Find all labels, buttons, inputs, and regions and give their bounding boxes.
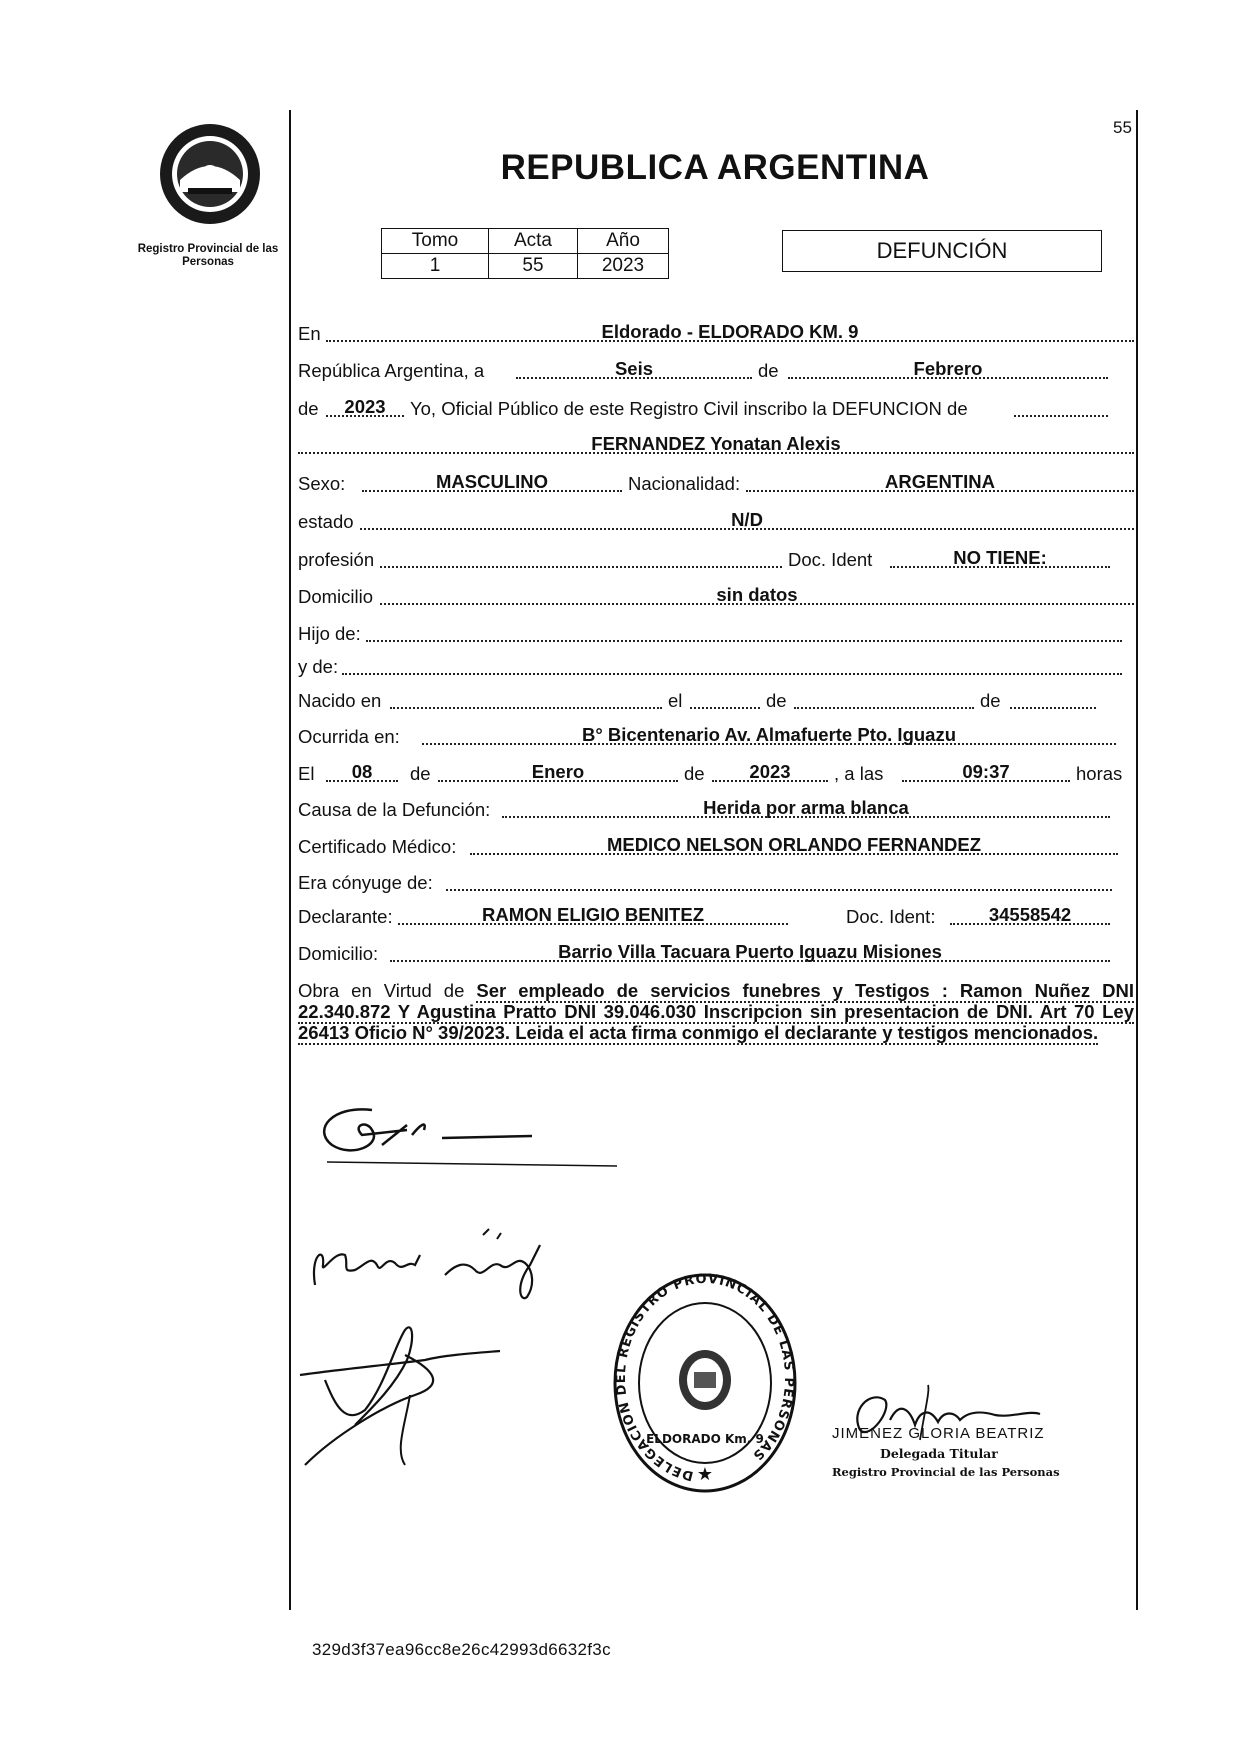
declarant-signature bbox=[312, 1090, 632, 1170]
alas-label: , a las bbox=[834, 763, 884, 784]
en-label: En bbox=[298, 323, 321, 344]
domicilio2-value: Barrio Villa Tacuara Puerto Iguazu Misiones bbox=[558, 941, 942, 962]
left-margin-line bbox=[289, 110, 291, 1610]
mes-value: Febrero bbox=[913, 358, 983, 379]
row-ocurrida bbox=[298, 726, 1136, 754]
row-domicilio-declarante bbox=[298, 943, 1136, 971]
stamp-inner-text: ELDORADO Km. 9 bbox=[646, 1432, 764, 1446]
declarante-doc-label: Doc. Ident: bbox=[846, 906, 936, 927]
republica-label: República Argentina, a bbox=[298, 360, 485, 381]
dotted-line bbox=[690, 707, 760, 709]
dotted-line bbox=[1010, 707, 1096, 709]
row-fecha-defuncion bbox=[298, 763, 1136, 791]
obra-label: Obra en Virtud de bbox=[298, 980, 465, 1001]
domicilio-value: sin datos bbox=[716, 584, 798, 605]
obra-text: Ser empleado de servicios funebres y Testigos : Ramon Nuñez DNI 22.340.872 Y Agustina Pratto DNI 39.046.030 Inscripcion sin presentacion de DNI. Art 70 Ley 26413 Oficio N° 39/2023. Leida el acta firma conmigo el declarante y testigos mencionados. bbox=[298, 980, 1134, 1043]
official-stamp bbox=[610, 1268, 800, 1498]
de-label: de bbox=[298, 398, 319, 419]
acta-table bbox=[381, 228, 669, 279]
province-seal-logo bbox=[158, 122, 262, 226]
row-yde bbox=[298, 656, 1136, 684]
ocurrida-label: Ocurrida en: bbox=[298, 726, 400, 747]
dotted-line bbox=[1014, 415, 1108, 417]
declarante-doc-value: 34558542 bbox=[988, 904, 1072, 925]
fecha-dia: 08 bbox=[351, 761, 373, 782]
el2-label: El bbox=[298, 763, 315, 784]
dotted-line bbox=[380, 566, 782, 568]
row-profesion bbox=[298, 549, 1136, 577]
official-org: Registro Provincial de las Personas bbox=[832, 1465, 1060, 1479]
doc-ident-value: NO TIENE: bbox=[953, 547, 1047, 568]
horas-label: horas bbox=[1076, 763, 1123, 784]
row-causa bbox=[298, 799, 1136, 827]
witness-signature-2 bbox=[295, 1315, 525, 1475]
row-sexo bbox=[298, 473, 1136, 501]
row-fecha-inscripcion bbox=[298, 360, 1136, 388]
nacionalidad-value: ARGENTINA bbox=[885, 471, 995, 492]
official-name: JIMENEZ GLORIA BEATRIZ bbox=[832, 1425, 1045, 1442]
hora-value: 09:37 bbox=[962, 761, 1010, 782]
estado-label: estado bbox=[298, 511, 354, 532]
sexo-value: MASCULINO bbox=[435, 471, 549, 492]
row-nacido bbox=[298, 690, 1136, 718]
el-label: el bbox=[668, 690, 683, 711]
nacido-label: Nacido en bbox=[298, 690, 382, 711]
page-number: 55 bbox=[1113, 118, 1132, 137]
declarante-label: Declarante: bbox=[298, 906, 393, 927]
row-domicilio bbox=[298, 586, 1136, 614]
doc-ident-label: Doc. Ident bbox=[788, 549, 873, 570]
obra-paragraph bbox=[298, 980, 1134, 1043]
yo-text: Yo, Oficial Público de este Registro Civil inscribo la DEFUNCION de bbox=[410, 398, 968, 419]
de-label: de bbox=[410, 763, 431, 784]
acta-value-acta: 55 bbox=[489, 254, 578, 279]
de-label: de bbox=[766, 690, 787, 711]
profesion-label: profesión bbox=[298, 549, 375, 570]
right-margin-line bbox=[1136, 110, 1138, 1610]
row-anio-yo bbox=[298, 398, 1136, 426]
certificado-label: Certificado Médico: bbox=[298, 836, 457, 857]
row-certificado bbox=[298, 836, 1136, 864]
dotted-line bbox=[794, 707, 974, 709]
domicilio-label: Domicilio bbox=[298, 586, 374, 607]
dotted-line bbox=[366, 640, 1122, 642]
de-label: de bbox=[684, 763, 705, 784]
acta-value-anio: 2023 bbox=[578, 254, 669, 279]
domicilio2-label: Domicilio: bbox=[298, 943, 379, 964]
en-value: Eldorado - ELDORADO KM. 9 bbox=[601, 321, 859, 342]
page-title: REPUBLICA ARGENTINA bbox=[500, 148, 930, 187]
nombre-value: FERNANDEZ Yonatan Alexis bbox=[591, 433, 841, 454]
row-estado bbox=[298, 511, 1136, 539]
dia-value: Seis bbox=[614, 358, 654, 379]
conyuge-label: Era cónyuge de: bbox=[298, 872, 433, 893]
declarante-value: RAMON ELIGIO BENITEZ bbox=[482, 904, 704, 925]
yde-label: y de: bbox=[298, 656, 339, 677]
stamp-ring-text: DELEGACION DEL REGISTRO PROVINCIAL DE LAS PERSONAS bbox=[614, 1271, 797, 1484]
stamp-star-icon: ★ bbox=[696, 1464, 714, 1484]
row-conyuge bbox=[298, 872, 1136, 900]
de-label: de bbox=[980, 690, 1001, 711]
nacionalidad-label: Nacionalidad: bbox=[628, 473, 741, 494]
dotted-line bbox=[390, 707, 662, 709]
sexo-label: Sexo: bbox=[298, 473, 346, 494]
dotted-line bbox=[446, 889, 1112, 891]
hijo-label: Hijo de: bbox=[298, 623, 361, 644]
witness-signature-1 bbox=[305, 1225, 565, 1305]
acta-header-acta: Acta bbox=[489, 229, 578, 254]
official-role: Delegada Titular bbox=[880, 1446, 998, 1461]
row-en bbox=[298, 323, 1136, 351]
row-declarante bbox=[298, 906, 1136, 934]
anio-value: 2023 bbox=[344, 396, 386, 417]
doc-type-box: DEFUNCIÓN bbox=[782, 230, 1102, 272]
row-nombre bbox=[298, 435, 1136, 463]
row-hijo bbox=[298, 623, 1136, 651]
document-hash: 329d3f37ea96cc8e26c42993d6632f3c bbox=[312, 1640, 611, 1659]
acta-value-tomo: 1 bbox=[382, 254, 489, 279]
causa-label: Causa de la Defunción: bbox=[298, 799, 491, 820]
fecha-anio: 2023 bbox=[749, 761, 791, 782]
acta-header-anio: Año bbox=[578, 229, 669, 254]
certificado-value: MEDICO NELSON ORLANDO FERNANDEZ bbox=[606, 834, 982, 855]
estado-value: N/D bbox=[731, 509, 763, 530]
de-label: de bbox=[758, 360, 779, 381]
fecha-mes: Enero bbox=[531, 761, 585, 782]
acta-header-tomo: Tomo bbox=[382, 229, 489, 254]
ocurrida-value: B° Bicentenario Av. Almafuerte Pto. Iguazu bbox=[581, 724, 957, 745]
dotted-line bbox=[342, 673, 1122, 675]
registry-label: Registro Provincial de las Personas bbox=[137, 243, 279, 268]
causa-value: Herida por arma blanca bbox=[703, 797, 909, 818]
